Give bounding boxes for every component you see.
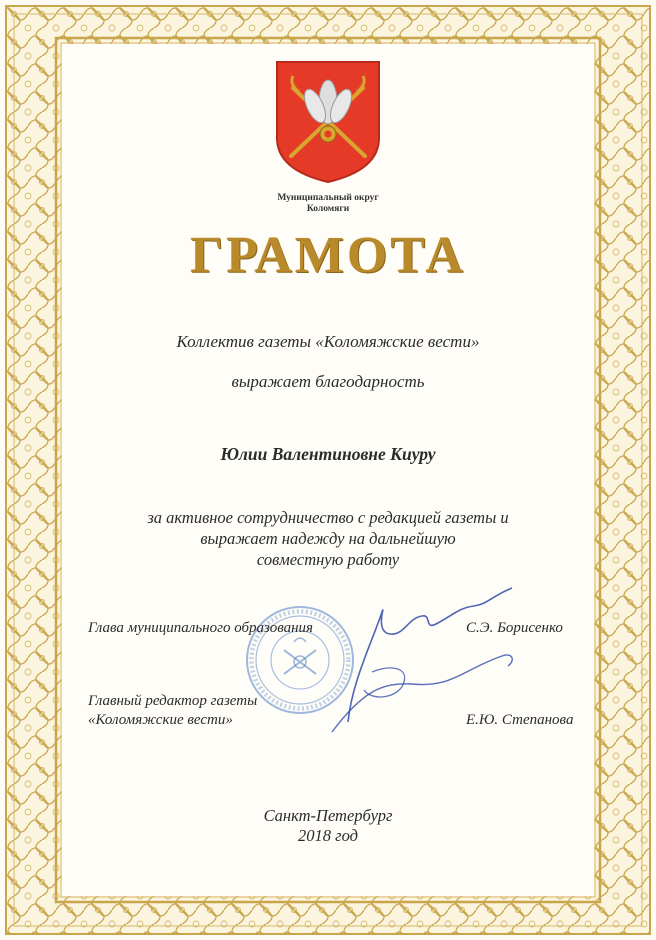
reason-line-1: за активное сотрудничество с редакцией газеты и (147, 508, 509, 527)
year: 2018 год (298, 826, 358, 845)
district-name (228, 193, 428, 215)
reason-text (0, 507, 656, 570)
place-and-date (0, 806, 656, 846)
district-line-1: Муниципальный округ (277, 193, 379, 203)
reason-line-3: совместную работу (256, 550, 400, 569)
district-line-2: Коломяги (306, 204, 350, 214)
city: Санкт-Петербург (263, 806, 393, 825)
reason-line-2: выражает надежду на дальнейшую (200, 529, 456, 548)
certificate-title: ГРАМОТА (190, 227, 466, 284)
editor-name: Е.Ю. Степанова (466, 712, 574, 728)
editor-title (88, 692, 257, 730)
editor-title-line-2: «Коломяжские вести» (88, 712, 233, 728)
coat-of-arms-icon (273, 58, 383, 186)
head-name: С.Э. Борисенко (466, 620, 563, 636)
recipient-name: Юлии Валентиновне Киуру (220, 444, 436, 464)
body-line-2: выражает благодарность (231, 372, 425, 391)
editor-title-line-1: Главный редактор газеты (88, 693, 258, 709)
handwritten-signature-icon (312, 572, 552, 742)
body-line-1: Коллектив газеты «Коломяжские вести» (176, 332, 480, 351)
head-title: Глава муниципального образования (88, 620, 314, 636)
